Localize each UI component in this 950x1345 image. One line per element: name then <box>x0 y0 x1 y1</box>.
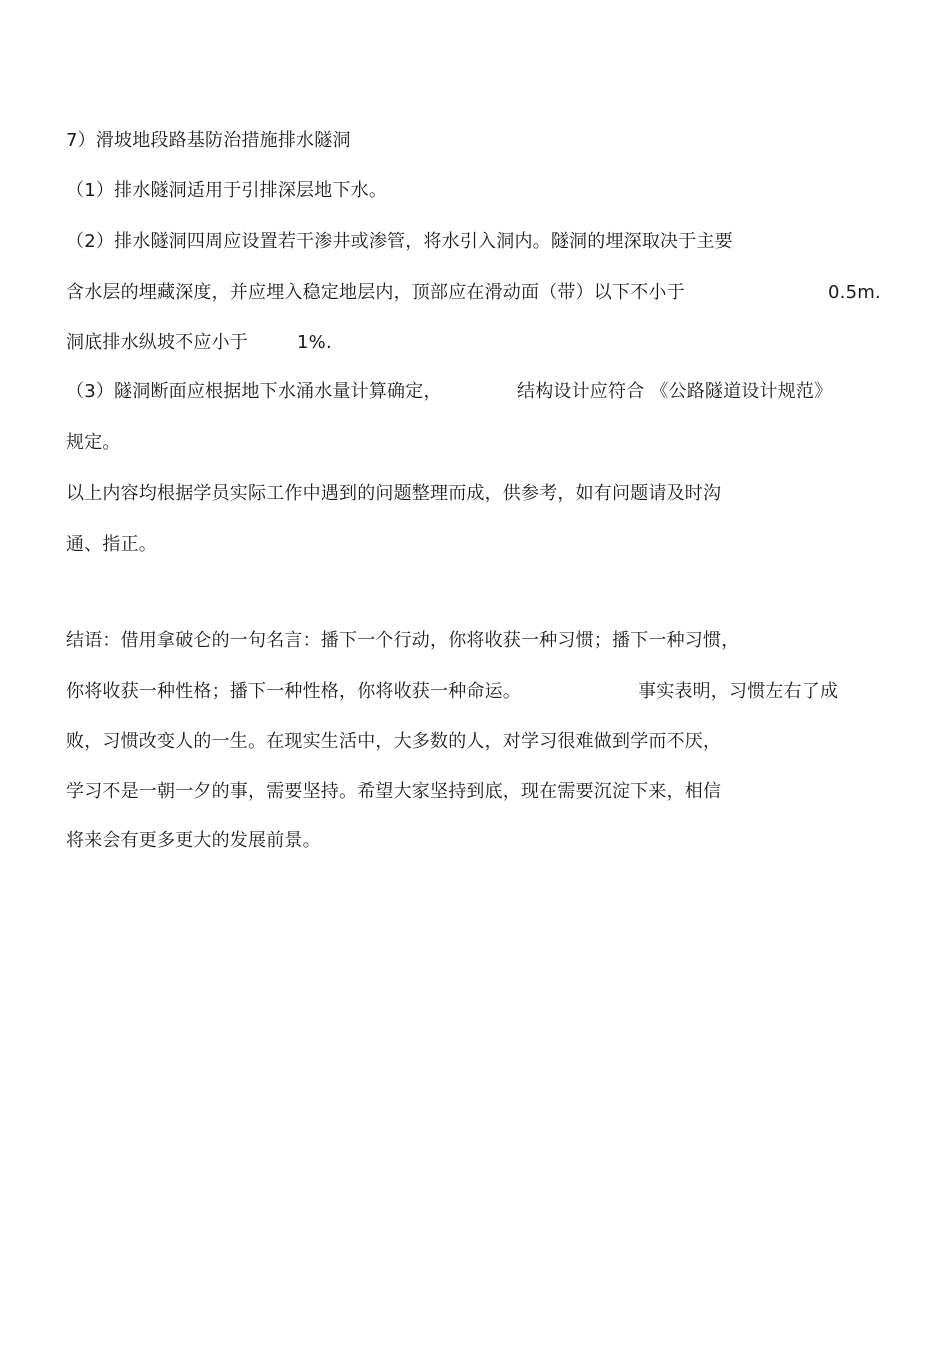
closing-line-2-text: 你将收获一种性格；播下一种性格，你将收获一种命运。 <box>66 681 521 702</box>
item-2-line-1: （2）排水隧洞四周应设置若干渗井或渗管，将水引入洞内。隧洞的埋深取决于主要 <box>66 231 733 252</box>
closing-line-2 <box>66 680 839 704</box>
item-1: （1）排水隧洞适用于引排深层地下水。 <box>66 180 388 201</box>
item-3-line-1-tail: 结构设计应符合 《公路隧道设计规范》 <box>517 381 833 402</box>
item-2-line-3 <box>66 331 332 355</box>
item-2-line-3-text: 洞底排水纵坡不应小于 <box>66 332 248 353</box>
slope-value: 1%. <box>297 332 332 353</box>
item-2-line-2-text: 含水层的埋藏深度，并应埋入稳定地层内，顶部应在滑动面（带）以下不小于 <box>66 282 685 303</box>
closing-line-3: 败，习惯改变人的一生。在现实生活中，大多数的人，对学习很难做到学而不厌， <box>66 731 722 752</box>
closing-line-4: 学习不是一朝一夕的事，需要坚持。希望大家坚持到底，现在需要沉淀下来，相信 <box>66 781 722 802</box>
item-2-line-2 <box>66 281 881 305</box>
note-line-2: 通、指正。 <box>66 534 157 555</box>
item-3-line-1-text: （3）隧洞断面应根据地下水涌水量计算确定， <box>66 381 442 402</box>
section-title: 7）滑坡地段路基防治措施排水隧洞 <box>66 130 351 151</box>
depth-value: 0.5m. <box>828 282 881 303</box>
closing-line-5: 将来会有更多更大的发展前景。 <box>66 830 321 851</box>
note-line-1: 以上内容均根据学员实际工作中遇到的问题整理而成，供参考，如有问题请及时沟 <box>66 483 722 504</box>
item-3-line-1 <box>66 380 833 404</box>
closing-line-2-tail: 事实表明，习惯左右了成 <box>638 681 839 702</box>
item-3-line-2: 规定。 <box>66 432 121 453</box>
closing-line-1: 结语：借用拿破仑的一句名言：播下一个行动，你将收获一种习惯；播下一种习惯， <box>66 630 740 651</box>
